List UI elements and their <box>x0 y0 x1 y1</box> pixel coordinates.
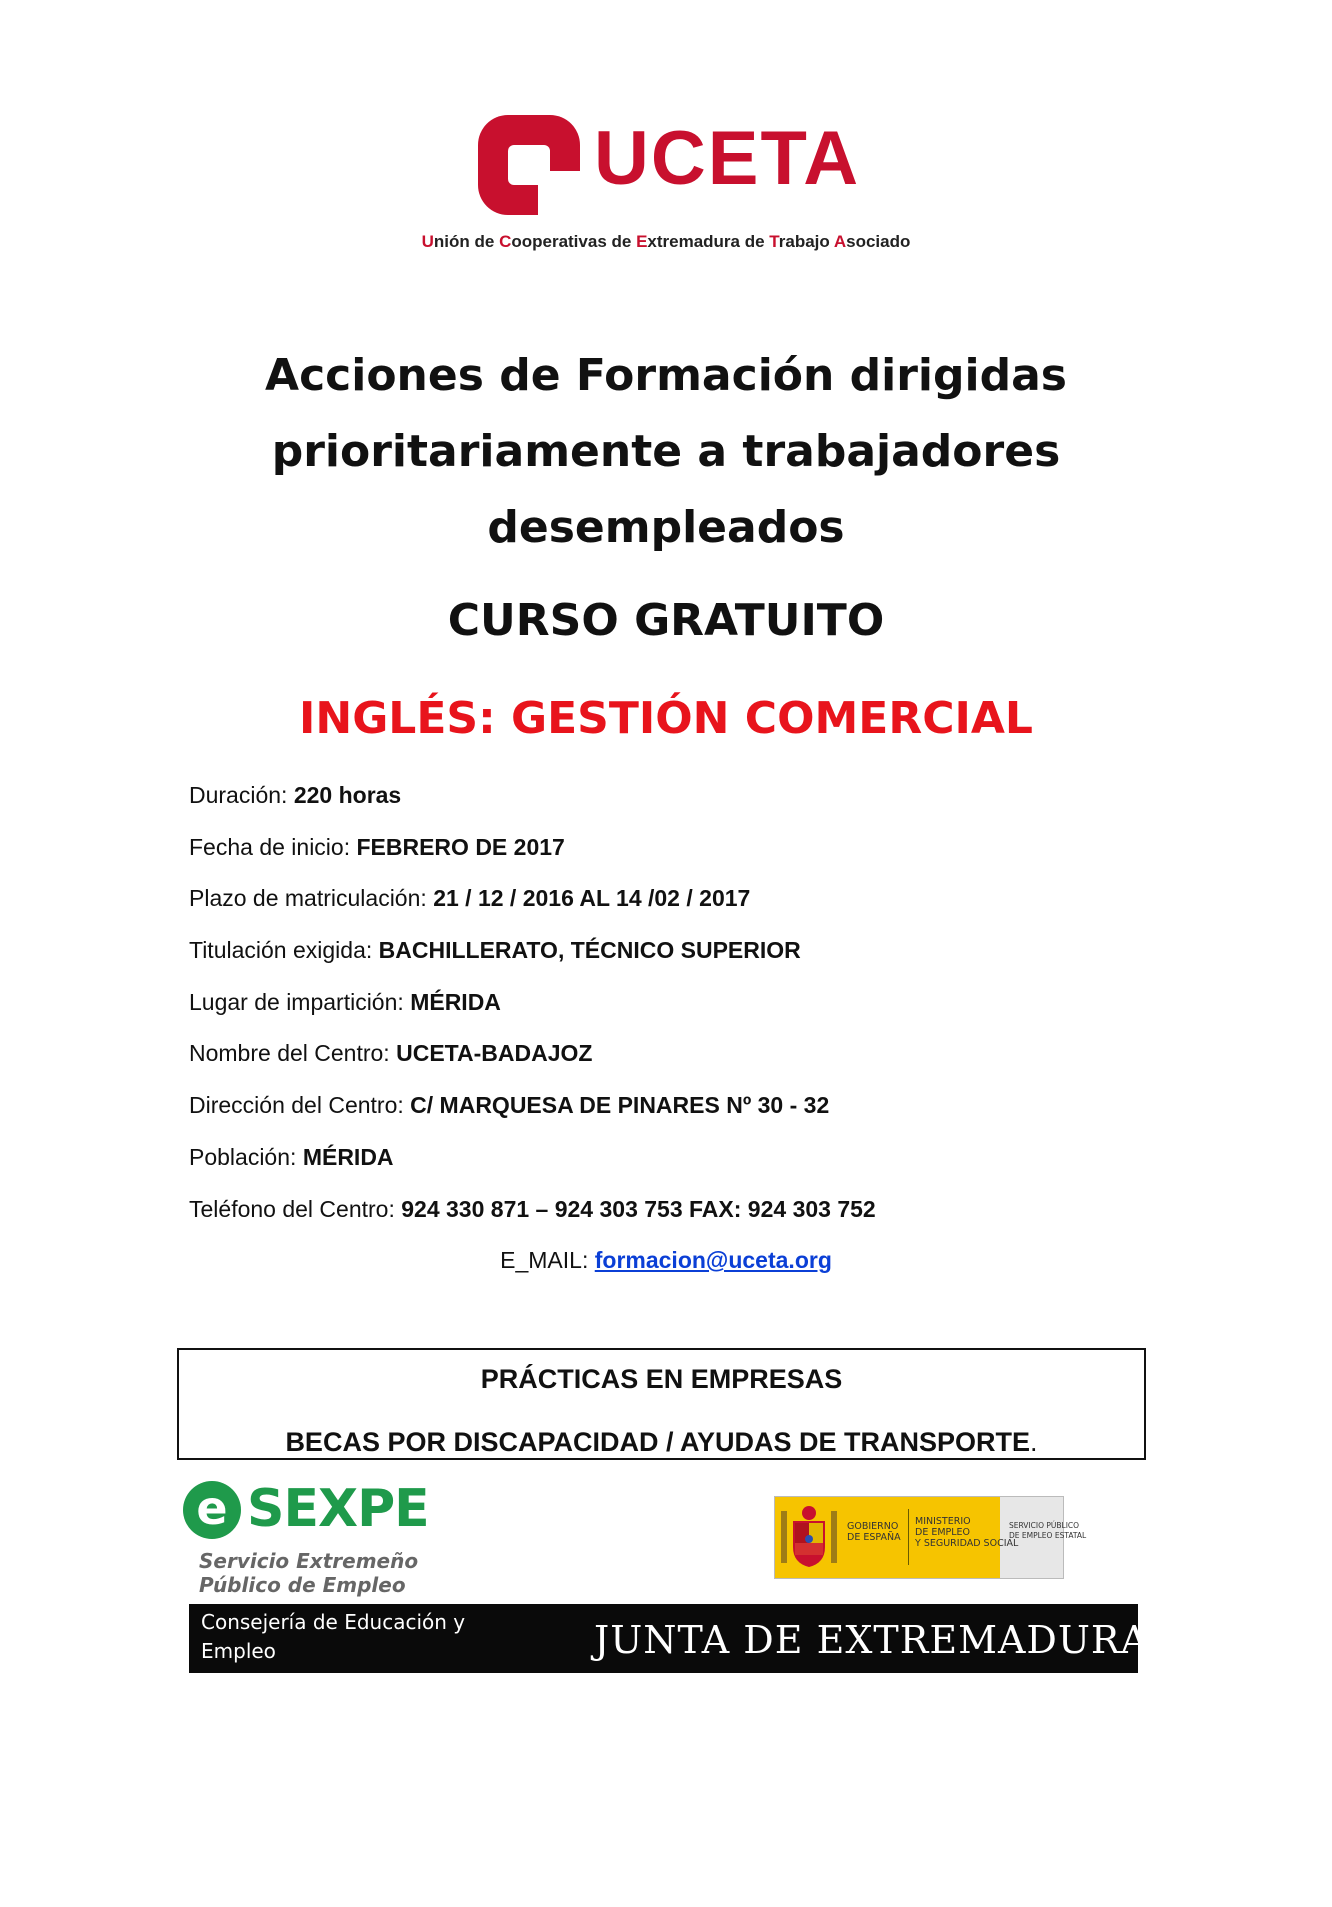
subtitle-text: nión de <box>433 232 500 251</box>
subtitle-text: ooperativas de <box>511 232 637 251</box>
detail-value: BACHILLERATO, TÉCNICO SUPERIOR <box>378 937 801 964</box>
detail-row <box>189 987 1189 1039</box>
detail-row <box>189 935 1189 987</box>
gobierno-logo <box>774 1496 1087 1579</box>
gobierno-text: GOBIERNO DE ESPAÑA <box>847 1521 901 1543</box>
uceta-logo <box>478 115 861 215</box>
detail-value: FEBRERO DE 2017 <box>356 833 565 860</box>
spain-coat-of-arms-icon <box>781 1503 837 1571</box>
detail-label: Titulación exigida: <box>189 937 379 964</box>
logo-subtitle <box>0 232 1332 252</box>
email-row <box>0 1245 1332 1275</box>
detail-label: Lugar de impartición: <box>189 988 411 1015</box>
detail-value: UCETA-BADAJOZ <box>396 1040 593 1067</box>
detail-row <box>189 832 1189 884</box>
internships-text: PRÁCTICAS EN EMPRESAS <box>480 1364 843 1394</box>
grants-text-end: . <box>1030 1427 1038 1457</box>
subtitle-initial: A <box>833 232 847 251</box>
detail-row <box>189 1142 1189 1194</box>
sexpe-line1: Servicio Extremeño <box>199 1549 419 1573</box>
subtitle-text: rabajo <box>778 232 834 251</box>
sexpe-wordmark: SEXPE <box>247 1479 429 1539</box>
page-title <box>0 338 1332 566</box>
title-line: Acciones de Formación dirigidas <box>265 350 1067 401</box>
subtitle-initial: T <box>769 232 779 251</box>
subtitle-text: xtremadura de <box>647 232 770 251</box>
subtitle-text: sociado <box>846 232 911 251</box>
grants-text-main: BECAS POR DISCAPACIDAD / AYUDAS DE TRANSPORTE <box>285 1427 1031 1457</box>
detail-label: Nombre del Centro: <box>189 1040 397 1067</box>
uceta-logo-mark-icon <box>478 115 580 215</box>
detail-label: Plazo de matriculación: <box>189 885 434 912</box>
title-line: desempleados <box>487 502 845 553</box>
title-line: prioritariamente a trabajadores <box>271 426 1061 477</box>
detail-row <box>189 1194 1189 1246</box>
detail-row <box>189 780 1189 832</box>
detail-value: 924 330 871 – 924 303 753 FAX: 924 303 752 <box>401 1195 876 1222</box>
subtitle-initial: U <box>421 232 434 251</box>
detail-value: MÉRIDA <box>410 988 501 1015</box>
course-details <box>189 780 1189 1245</box>
junta-wordmark: JUNTA DE EXTREMADURA <box>594 1618 1149 1662</box>
sexpe-line2: Público de Empleo <box>199 1573 406 1597</box>
logo-wordmark: UCETA <box>594 116 861 201</box>
detail-row <box>189 1038 1189 1090</box>
gobierno-divider <box>908 1509 909 1565</box>
subtitle-initial: C <box>499 232 512 251</box>
grants-text <box>179 1423 1144 1461</box>
sexpe-e-icon <box>183 1481 241 1539</box>
free-course-heading: CURSO GRATUITO <box>447 595 885 646</box>
consejeria-text: Consejería de Educación y Empleo <box>201 1610 466 1663</box>
detail-label: Duración: <box>189 782 294 808</box>
email-link[interactable]: formacion@uceta.org <box>594 1247 832 1273</box>
detail-row <box>189 1090 1189 1142</box>
sexpe-logo <box>183 1479 443 1599</box>
detail-label: Fecha de inicio: <box>189 833 357 860</box>
benefits-box <box>177 1348 1146 1460</box>
detail-label: Población: <box>189 1143 303 1170</box>
sexpe-e-letter: e <box>196 1481 228 1535</box>
detail-value: 220 horas <box>293 782 402 808</box>
detail-row <box>189 883 1189 935</box>
detail-value: C/ MARQUESA DE PINARES Nº 30 - 32 <box>410 1092 830 1119</box>
email-label: E_MAIL: <box>500 1247 595 1273</box>
ministerio-text: MINISTERIO DE EMPLEO Y SEGURIDAD SOCIAL <box>915 1516 1019 1549</box>
junta-banner <box>189 1604 1149 1673</box>
subtitle-initial: E <box>636 232 648 251</box>
detail-label: Teléfono del Centro: <box>189 1195 402 1222</box>
servicio-publico-text: SERVICIO PÚBLICO DE EMPLEO ESTATAL <box>1009 1521 1087 1540</box>
detail-value: MÉRIDA <box>302 1143 394 1170</box>
detail-label: Dirección del Centro: <box>189 1092 411 1119</box>
detail-value: 21 / 12 / 2016 AL 14 /02 / 2017 <box>433 885 751 912</box>
course-name: INGLÉS: GESTIÓN COMERCIAL <box>299 693 1033 744</box>
